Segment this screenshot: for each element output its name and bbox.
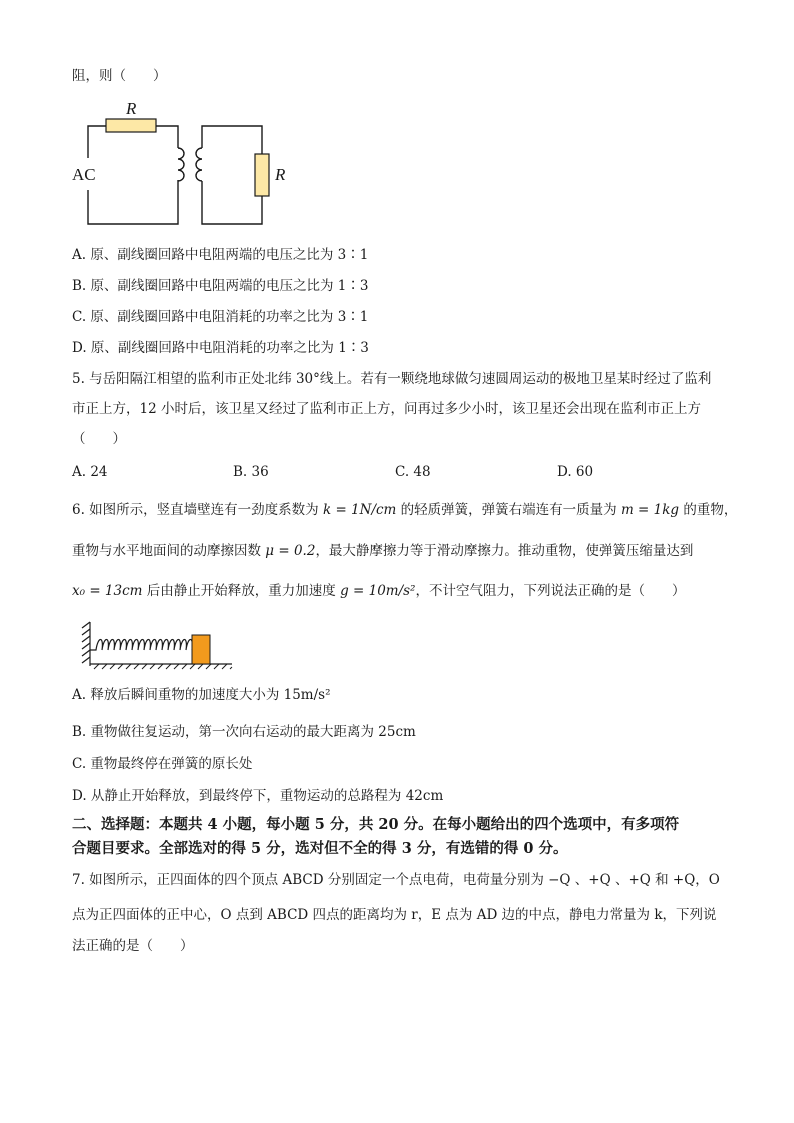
- q4-option-c[interactable]: C. 原、副线圈回路中电阻消耗的功率之比为 3∶1: [72, 309, 369, 325]
- load-resistor: [255, 154, 269, 196]
- q5-option-a[interactable]: A. 24: [72, 464, 108, 480]
- friction-coefficient: μ = 0.2: [265, 543, 316, 559]
- gravity-value: g = 10m/s²: [340, 583, 416, 599]
- ac-source-label: AC: [72, 165, 96, 184]
- q7-stem-line3: 法正确的是（ ）: [72, 938, 194, 954]
- weight-block: [192, 635, 210, 664]
- load-resistor-label: R: [275, 165, 286, 184]
- q6-option-a[interactable]: A. 释放后瞬间重物的加速度大小为 15m/s²: [72, 687, 331, 703]
- q4-stem-tail: 阻，则（ ）: [72, 68, 167, 84]
- q6-option-c[interactable]: C. 重物最终停在弹簧的原长处: [72, 756, 253, 772]
- q7-stem-line2: 点为正四面体的正中心，O 点到 ABCD 四点的距离均为 r，E 点为 AD 边的中点，静电力常量为 k，下列说: [72, 907, 717, 923]
- q5-option-c[interactable]: C. 48: [395, 464, 431, 480]
- q4-option-a[interactable]: A. 原、副线圈回路中电阻两端的电压之比为 3∶1: [72, 247, 369, 263]
- q7-stem-line1: 7. 如图所示，正四面体的四个顶点 ABCD 分别固定一个点电荷，电荷量分别为 −Q 、+Q 、+Q 和 +Q，O: [72, 872, 720, 888]
- q5-option-b[interactable]: B. 36: [233, 464, 269, 480]
- q5-option-d[interactable]: D. 60: [557, 464, 594, 480]
- compression-value: x₀ = 13cm: [72, 583, 143, 599]
- section2-heading-line1: 二、选择题：本题共 4 小题，每小题 5 分，共 20 分。在每小题给出的四个选项中，有多项符: [72, 816, 680, 833]
- q4-option-b[interactable]: B. 原、副线圈回路中电阻两端的电压之比为 1∶3: [72, 278, 369, 294]
- q5-stem-line1: 5. 与岳阳隔江相望的监利市正处北纬 30°线上。若有一颗绕地球做匀速圆周运动的极地卫星某时经过了监利: [72, 371, 712, 387]
- spring-coil: [90, 640, 198, 651]
- q6-option-d[interactable]: D. 从静止开始释放，到最终停下，重物运动的总路程为 42cm: [72, 788, 444, 804]
- spring-block-diagram: [80, 620, 240, 670]
- spring-constant: k = 1N/cm: [322, 502, 397, 518]
- q4-option-d[interactable]: D. 原、副线圈回路中电阻消耗的功率之比为 1∶3: [72, 340, 369, 356]
- primary-resistor: [106, 119, 156, 132]
- transformer-circuit-diagram: [70, 98, 300, 230]
- primary-resistor-label: R: [126, 99, 137, 118]
- q5-stem-line3: （ ）: [72, 431, 126, 447]
- mass-value: m = 1kg: [620, 502, 680, 518]
- q6-stem-line2: 重物与水平地面间的动摩擦因数 μ = 0.2，最大静摩擦力等于滑动摩擦力。推动重物，使弹簧压缩量达到: [72, 543, 694, 559]
- q6-option-b[interactable]: B. 重物做往复运动，第一次向右运动的最大距离为 25cm: [72, 724, 416, 740]
- q5-stem-line2: 市正上方，12 小时后，该卫星又经过了监利市正上方，问再过多少小时，该卫星还会出现在监利市正上方: [72, 401, 701, 417]
- q6-stem-line1: 6. 如图所示，竖直墙壁连有一劲度系数为 k = 1N/cm 的轻质弹簧，弹簧右端连有一质量为 m = 1kg 的重物，: [72, 502, 738, 518]
- q6-stem-line3: x₀ = 13cm 后由静止开始释放，重力加速度 g = 10m/s²，不计空气阻力，下列说法正确的是（ ）: [72, 583, 686, 599]
- section2-heading-line2: 合题目要求。全部选对的得 5 分，选对但不全的得 3 分，有选错的得 0 分。: [72, 840, 568, 857]
